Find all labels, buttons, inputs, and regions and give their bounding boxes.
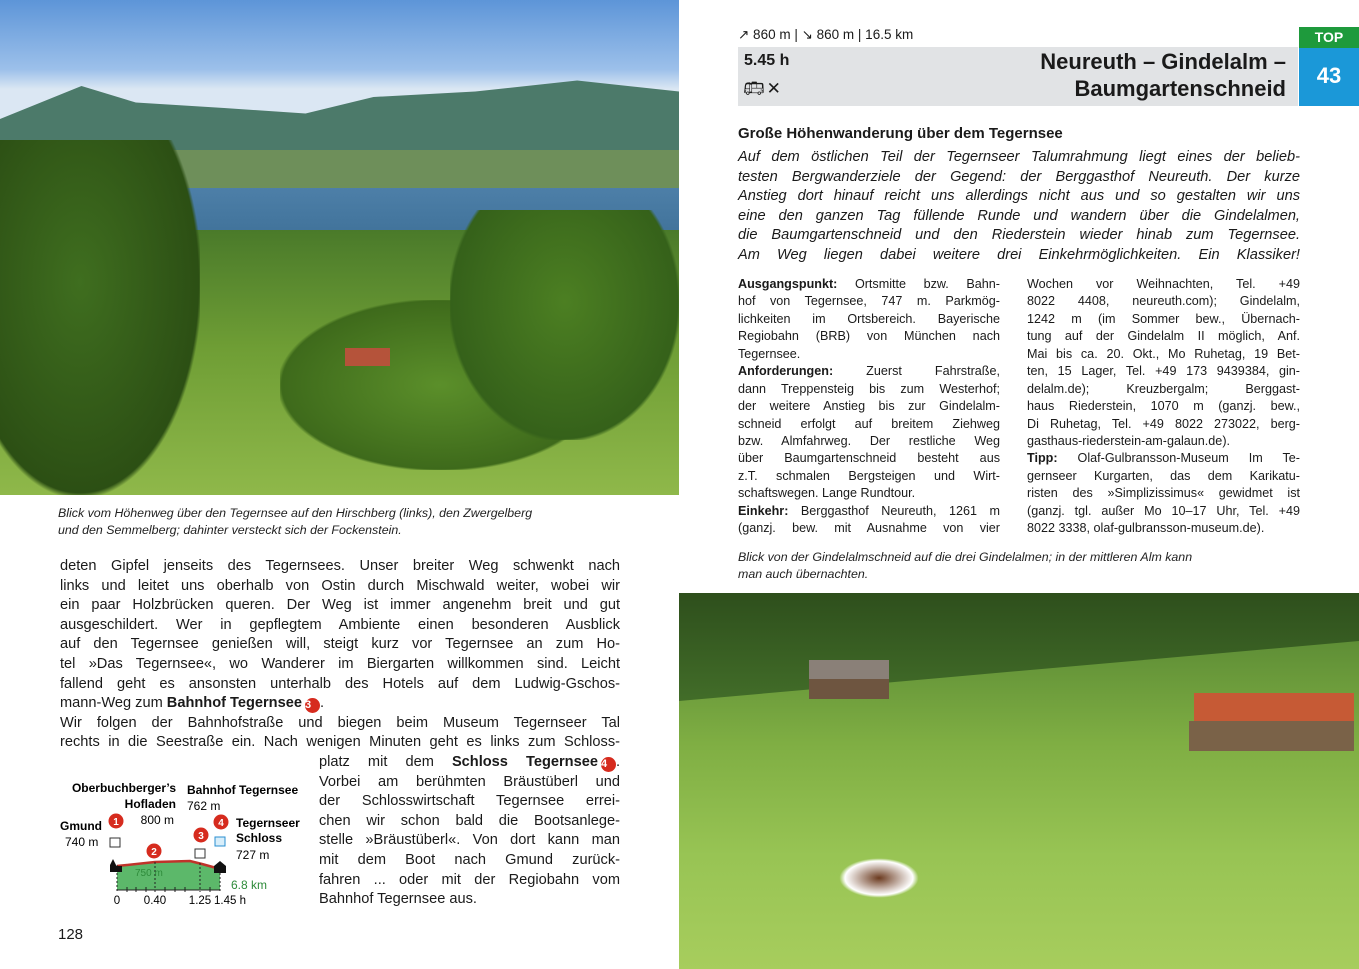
top-badge: TOP: [1299, 27, 1359, 48]
text-line: [1027, 346, 1300, 363]
text-run: Am Weg liegen dabei weitere drei Einkehrmöglichkeiten. Ein Klassiker!: [738, 246, 1300, 263]
text-line: [319, 753, 620, 773]
text-run: platz mit dem: [319, 753, 452, 770]
text-run: ten, 15 Lager, Tel. +49 173 9439384, gin-: [1027, 364, 1300, 379]
text-line: [319, 851, 620, 871]
text-line: [60, 655, 620, 675]
text-run: schaftswegen. Lange Rundtour.: [738, 486, 916, 501]
text-line: [319, 831, 620, 851]
text-line: [1027, 485, 1300, 502]
text-run: mit dem Boot nach Gmund zurück-: [319, 851, 620, 868]
tour-header: [738, 47, 1298, 106]
profile-distance: 6.8 km: [231, 878, 268, 892]
text-run: tel »Das Tegernsee«, wo Wanderer im Biergarten willkommen sind. Leicht: [60, 655, 620, 672]
text-run: Mai bis ca. 20. Okt., Mo Ruhetag, 19 Bet-: [1027, 346, 1300, 361]
text-run: über Baumgartenschneid besteht aus: [738, 451, 1000, 466]
bold-term: Anforderungen:: [738, 364, 834, 379]
photo-tegernsee-view: [0, 0, 679, 495]
text-line: [1027, 311, 1300, 328]
waypoint-badge: 4: [601, 757, 616, 772]
text-line: [738, 468, 1000, 485]
caption-line: und den Semmelberg; dahinter versteckt sich der Fockenstein.: [58, 523, 402, 537]
text-line: [738, 433, 1000, 450]
train-icon: [195, 849, 205, 858]
text-run: schneid erfolgt auf breitem Ziehweg: [738, 416, 1000, 431]
caption-line: Blick vom Höhenweg über den Tegernsee auf den Hirschberg (links), den Zwergelberg: [58, 506, 533, 520]
text-line: [738, 293, 1000, 310]
profile-elev-bahnhof: 762 m: [187, 799, 221, 813]
text-line: [1027, 433, 1300, 450]
bold-term: Schloss Tegernsee: [451, 753, 598, 770]
bold-term: Ausgangspunkt:: [738, 277, 838, 291]
info-column-2: [1027, 276, 1300, 538]
text-run: die Baumgartenschneid und den Riederstein wieder hinab zum Tegernsee.: [738, 227, 1300, 244]
text-run: Auf dem östlichen Teil der Tegernseer Talumrahmung liegt eines der belieb-: [738, 149, 1300, 165]
profile-badge: 3: [198, 831, 204, 842]
text-run: testen Bergwanderziele der Gegend: der Berggasthof Neureuth. Der kurze: [738, 168, 1300, 185]
text-run: mann-Weg zum: [60, 695, 167, 712]
profile-min-label: 750 m: [135, 868, 163, 879]
profile-badge: 2: [151, 847, 157, 858]
text-line: [60, 714, 620, 734]
text-line: [738, 520, 1000, 537]
profile-label-schloss-1: Tegernseer: [236, 816, 300, 830]
text-run: haus Riederstein, 1070 m (ganzj. bew.,: [1027, 399, 1300, 414]
text-run: eine den ganzen Tag füllende Runde und wandern über die Gindelalmen,: [738, 207, 1300, 224]
waypoint-badge: 3: [305, 698, 320, 713]
text-line: [60, 635, 620, 655]
text-line: [319, 792, 620, 812]
photo-caption-left: [58, 505, 532, 539]
train-icon: [110, 838, 120, 847]
text-line: [738, 503, 1000, 520]
text-run: bzw. Almfahrweg. Der restliche Weg: [738, 433, 1000, 448]
profile-elev-hofladen: 800 m: [140, 813, 174, 827]
text-run: auf den Tegernsee genießen will, steigt kurz vor Tegernsee an zum Ho-: [60, 636, 620, 653]
text-line: [1027, 276, 1300, 293]
restaurant-icon: ✕: [766, 79, 781, 98]
text-line: [738, 398, 1000, 415]
text-line: [738, 148, 1300, 168]
boat-icon: [215, 837, 225, 846]
text-line: [1027, 363, 1300, 380]
text-run: .: [319, 695, 325, 712]
text-line: [60, 675, 620, 695]
text-line: [319, 773, 620, 793]
text-line: [738, 168, 1300, 188]
photo-caption-right: [738, 549, 1192, 583]
text-run: deten Gipfel jenseits des Tegernsees. Unser breiter Weg schwenkt nach: [60, 558, 620, 574]
text-line: [738, 187, 1300, 207]
bus-icon: 🚌︎: [743, 79, 765, 98]
text-run: Berggasthof Neureuth, 1261 m: [788, 503, 1000, 518]
text-run: Di Ruhetag, Tel. +49 8022 273022, berg-: [1027, 416, 1300, 431]
caption-line: Blick von der Gindelalmschneid auf die drei Gindelalmen; in der mittleren Alm kann: [738, 550, 1193, 564]
text-run: Ortsmitte bzw. Bahn-: [837, 277, 1000, 291]
text-line: [738, 328, 1000, 345]
text-line: [738, 226, 1300, 246]
text-line: [60, 733, 620, 753]
text-run: rechts in die Seestraße ein. Nach wenigen Minuten geht es links zum Schloss-: [60, 734, 620, 751]
text-line: [60, 616, 620, 636]
text-line: [738, 207, 1300, 227]
bold-term: Bahnhof Tegernsee: [166, 695, 302, 712]
profile-label-hofladen-2: Hofladen: [124, 797, 176, 811]
text-line: [738, 416, 1000, 433]
text-run: risten des »Simplizissimus« gewidmet ist: [1027, 486, 1300, 501]
text-run: links und leitet uns oberhalb von Ostin durch Mischwald weiter, wobei wir: [60, 577, 620, 594]
text-line: [738, 485, 1000, 502]
text-line: [60, 694, 620, 714]
bold-term: Einkehr:: [738, 503, 789, 518]
photo-gindelalm: [679, 593, 1359, 969]
text-line: [1027, 398, 1300, 415]
text-line: [738, 450, 1000, 467]
tour-subtitle: Große Höhenwanderung über dem Tegernsee: [738, 125, 1063, 142]
profile-label-bahnhof: Bahnhof Tegernsee: [187, 783, 299, 797]
tour-title-line2: Baumgartenschneid: [1074, 76, 1286, 101]
text-run: z.T. schmalen Bergsteigen und Wirt-: [738, 468, 1000, 483]
text-run: Wir folgen der Bahnhofstraße und biegen beim Museum Tegernseer Tal: [60, 714, 620, 731]
text-line: [1027, 450, 1300, 467]
tour-duration: 5.45 h: [744, 52, 790, 69]
text-run: Anstieg dort hinauf reicht uns allerdings nicht aus und so gestalten wir uns: [738, 188, 1300, 205]
text-line: [1027, 293, 1300, 310]
tour-title-line1: Neureuth – Gindelalm –: [1040, 49, 1286, 74]
time-tick: 1.25: [188, 895, 212, 907]
tour-intro: [738, 148, 1300, 266]
text-run: ausgeschildert. Wer in gepflegtem Ambiente einen besonderen Ausblick: [60, 616, 620, 633]
text-run: gasthaus-riederstein-am-galaun.de).: [1027, 433, 1231, 448]
profile-label-hofladen-1: Oberbuchberger’s: [71, 781, 176, 795]
text-run: stelle »Bräustüberl«. Von dort kann man: [319, 832, 620, 849]
text-run: der weitere Anstieg bis zur Gindelalm-: [738, 399, 1000, 414]
profile-badge: 4: [218, 818, 224, 829]
castle-icon: [214, 861, 226, 873]
profile-elev-schloss: 727 m: [236, 848, 270, 862]
text-line: [319, 812, 620, 832]
time-tick: 0: [113, 895, 121, 907]
time-tick: 0.40: [143, 895, 167, 907]
text-line: [1027, 416, 1300, 433]
text-line: [60, 596, 620, 616]
caption-line: man auch übernachten.: [738, 567, 869, 581]
text-line: [1027, 520, 1300, 537]
text-run: fallend geht es ansonsten unterhalb des Hotels auf dem Ludwig-Gschos-: [60, 675, 620, 692]
profile-badge: 1: [113, 817, 119, 828]
text-run: Zuerst Fahrstraße,: [833, 364, 1000, 379]
text-run: Regiobahn (BRB) von München nach: [738, 329, 1000, 344]
text-run: Bahnhof Tegernsee aus.: [319, 891, 477, 908]
text-run: Tegernsee.: [738, 346, 801, 361]
text-line: [738, 276, 1000, 293]
profile-label-gmund: Gmund: [60, 819, 102, 833]
text-line: [738, 381, 1000, 398]
text-run: dann Treppensteig bis zum Westerhof;: [738, 381, 1000, 396]
text-line: [60, 557, 620, 577]
profile-elev-gmund: 740 m: [65, 835, 99, 849]
text-line: [738, 311, 1000, 328]
text-line: [738, 363, 1000, 380]
text-line: [319, 890, 620, 910]
text-run: delalm.de); Kreuzbergalm; Berggast-: [1027, 381, 1300, 396]
text-run: hof von Tegernsee, 747 m. Parkmög-: [738, 294, 1000, 309]
tour-number: 43: [1299, 48, 1359, 106]
tour-stats: ↗ 860 m | ↘ 860 m | 16.5 km: [738, 27, 914, 42]
text-run: .: [615, 753, 620, 770]
text-line: [1027, 328, 1300, 345]
text-run: ein paar Holzbrücken queren. Der Weg ist immer angenehm breit und gut: [60, 597, 620, 614]
text-line: [1027, 468, 1300, 485]
text-run: lichkeiten im Ortsbereich. Bayerische: [738, 311, 1000, 326]
text-run: gernseer Kurgarten, das dem Karikatu-: [1027, 468, 1300, 483]
info-column-1: [738, 276, 1000, 538]
page-number: 128: [58, 926, 84, 943]
text-run: 8022 3338, olaf-gulbransson-museum.de).: [1027, 521, 1265, 536]
text-run: 1242 m (im Sommer bew., Übernach-: [1027, 311, 1300, 326]
text-run: 8022 4408, neureuth.com); Gindelalm,: [1027, 294, 1300, 309]
text-run: chen wir schon bald die Bootsanlege-: [319, 812, 620, 829]
profile-label-schloss-2: Schloss: [236, 831, 283, 845]
text-line: [738, 346, 1000, 363]
time-tick: 1.45 h: [214, 895, 246, 907]
elevation-profile: [50, 770, 320, 910]
text-line: [1027, 503, 1300, 520]
text-line: [1027, 381, 1300, 398]
text-run: (ganzj. tgl. außer Mo 10–17 Uhr, Tel. +49: [1027, 503, 1300, 518]
text-run: tung auf der Gindelalm II möglich, Anf.: [1027, 329, 1300, 344]
text-run: Wochen vor Weihnachten, Tel. +49: [1027, 277, 1300, 291]
text-run: (ganzj. bew. mit Ausnahme von vier: [738, 521, 1000, 536]
text-line: [738, 246, 1300, 266]
text-run: Olaf-Gulbransson-Museum Im Te-: [1057, 451, 1300, 466]
text-line: [319, 871, 620, 891]
text-run: Vorbei am berühmten Bräustüberl und: [319, 773, 620, 790]
bold-term: Tipp:: [1027, 451, 1058, 466]
text-run: der Schlosswirtschaft Tegernsee errei-: [319, 793, 620, 810]
text-line: [60, 577, 620, 597]
text-run: fahren ... oder mit der Regiobahn vom: [319, 871, 620, 888]
